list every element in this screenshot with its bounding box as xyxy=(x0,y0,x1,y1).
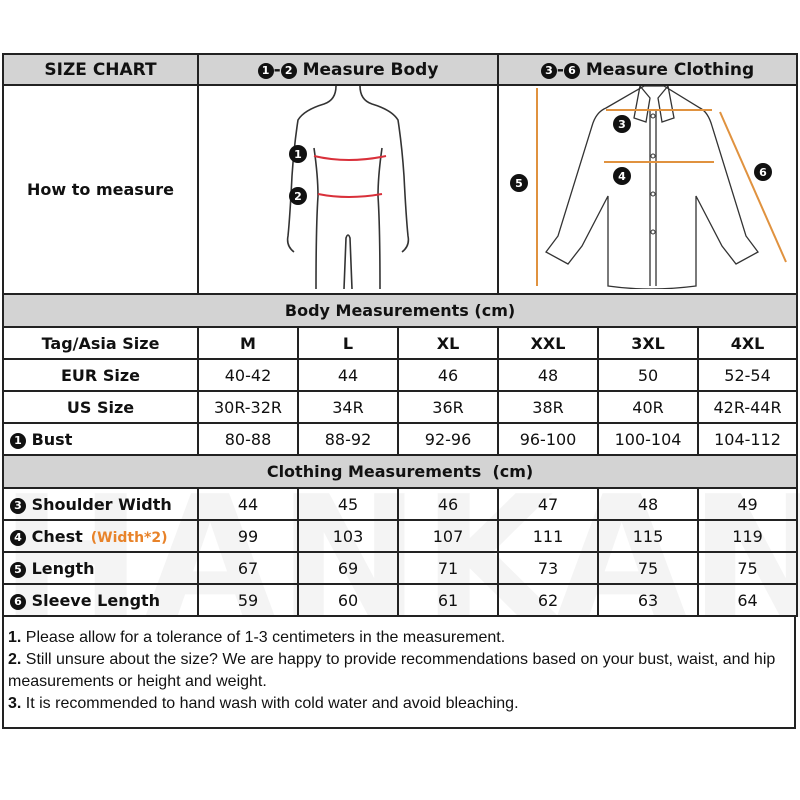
table-row xyxy=(3,488,797,520)
notes-section xyxy=(2,617,796,729)
svg-text:1: 1 xyxy=(294,148,302,161)
row-label: 5 Length xyxy=(3,552,198,584)
note-item: 1. Please allow for a tolerance of 1-3 centimeters in the measurement. xyxy=(8,629,506,646)
svg-text:6: 6 xyxy=(758,166,767,179)
table-cell: 60 xyxy=(298,584,398,616)
shirt-diagram-icon xyxy=(500,86,796,289)
table-row xyxy=(3,423,797,455)
table-cell: 69 xyxy=(298,552,398,584)
svg-text:2: 2 xyxy=(294,190,302,203)
marker-icon: 5 xyxy=(10,562,26,578)
table-row xyxy=(3,520,797,552)
table-cell: 111 xyxy=(498,520,598,552)
chest-note: (Width*2) xyxy=(90,529,168,546)
body-diagram-icon xyxy=(200,86,496,289)
table-cell: 88-92 xyxy=(298,423,398,455)
svg-text:3: 3 xyxy=(617,118,626,131)
size-header: XXL xyxy=(498,327,598,359)
table-cell: 115 xyxy=(598,520,698,552)
table-cell: 119 xyxy=(698,520,797,552)
table-cell: 75 xyxy=(698,552,797,584)
note-item: 2. Still unsure about the size? We are happy to provide recommendations based on your bust, waist, and hip measurements or height and weight. xyxy=(8,651,776,690)
table-cell: 107 xyxy=(398,520,498,552)
table-cell: 45 xyxy=(298,488,398,520)
row-label: Tag/Asia Size xyxy=(3,327,198,359)
table-cell: 47 xyxy=(498,488,598,520)
size-chart-table xyxy=(2,53,798,617)
body-diagram-cell xyxy=(198,85,498,294)
table-cell: 62 xyxy=(498,584,598,616)
table-cell: 59 xyxy=(198,584,298,616)
header-row xyxy=(3,54,797,85)
marker-icon: 1 xyxy=(10,433,26,449)
row-label: EUR Size xyxy=(3,359,198,391)
marker-icon: 2 xyxy=(281,63,297,79)
marker-icon: 6 xyxy=(10,594,26,610)
table-cell: 61 xyxy=(398,584,498,616)
clothing-measurements-header xyxy=(3,455,797,488)
body-measurements-header xyxy=(3,294,797,327)
size-header: M xyxy=(198,327,298,359)
table-cell: 73 xyxy=(498,552,598,584)
table-cell: 71 xyxy=(398,552,498,584)
note-item: 3. It is recommended to hand wash with cold water and avoid bleaching. xyxy=(8,695,519,712)
marker-icon: 4 xyxy=(10,530,26,546)
table-cell: 63 xyxy=(598,584,698,616)
table-cell: 50 xyxy=(598,359,698,391)
table-cell: 30R-32R xyxy=(198,391,298,423)
body-measurements-title: Body Measurements (cm) xyxy=(3,294,797,327)
table-cell: 40R xyxy=(598,391,698,423)
svg-text:5: 5 xyxy=(514,177,523,190)
measure-clothing-header: 3 - 6 Measure Clothing xyxy=(498,54,797,85)
measure-body-label: Measure Body xyxy=(302,59,439,80)
table-cell: 48 xyxy=(598,488,698,520)
table-cell: 44 xyxy=(198,488,298,520)
table-cell: 75 xyxy=(598,552,698,584)
size-header: XL xyxy=(398,327,498,359)
marker-icon: 3 xyxy=(541,63,557,79)
tag-size-row xyxy=(3,327,797,359)
size-header: 4XL xyxy=(698,327,797,359)
how-to-measure-label: How to measure xyxy=(3,85,198,294)
row-label: 3 Shoulder Width xyxy=(3,488,198,520)
clothing-diagram-cell xyxy=(498,85,797,294)
clothing-measurements-title: Clothing Measurements (cm) xyxy=(3,455,797,488)
table-row xyxy=(3,584,797,616)
table-cell: 40-42 xyxy=(198,359,298,391)
row-label: 6 Sleeve Length xyxy=(3,584,198,616)
table-row xyxy=(3,359,797,391)
table-cell: 34R xyxy=(298,391,398,423)
table-row xyxy=(3,552,797,584)
marker-icon: 3 xyxy=(10,498,26,514)
table-cell: 96-100 xyxy=(498,423,598,455)
measure-clothing-label: Measure Clothing xyxy=(585,59,755,80)
row-label: US Size xyxy=(3,391,198,423)
table-row xyxy=(3,391,797,423)
table-cell: 49 xyxy=(698,488,797,520)
table-cell: 64 xyxy=(698,584,797,616)
table-cell: 48 xyxy=(498,359,598,391)
measure-body-header: 1 - 2 Measure Body xyxy=(198,54,498,85)
table-cell: 92-96 xyxy=(398,423,498,455)
row-label: 4 Chest (Width*2) xyxy=(3,520,198,552)
table-cell: 46 xyxy=(398,488,498,520)
how-to-measure-row xyxy=(3,85,797,294)
svg-text:4: 4 xyxy=(617,170,626,183)
size-header: L xyxy=(298,327,398,359)
marker-icon: 6 xyxy=(564,63,580,79)
table-cell: 36R xyxy=(398,391,498,423)
table-cell: 44 xyxy=(298,359,398,391)
table-cell: 99 xyxy=(198,520,298,552)
marker-icon: 1 xyxy=(258,63,274,79)
table-cell: 52-54 xyxy=(698,359,797,391)
table-cell: 100-104 xyxy=(598,423,698,455)
table-cell: 104-112 xyxy=(698,423,797,455)
row-label: 1 Bust xyxy=(3,423,198,455)
size-header: 3XL xyxy=(598,327,698,359)
size-chart-title: SIZE CHART xyxy=(3,54,198,85)
table-cell: 38R xyxy=(498,391,598,423)
size-chart xyxy=(2,53,796,729)
table-cell: 46 xyxy=(398,359,498,391)
table-cell: 67 xyxy=(198,552,298,584)
table-cell: 80-88 xyxy=(198,423,298,455)
table-cell: 103 xyxy=(298,520,398,552)
table-cell: 42R-44R xyxy=(698,391,797,423)
